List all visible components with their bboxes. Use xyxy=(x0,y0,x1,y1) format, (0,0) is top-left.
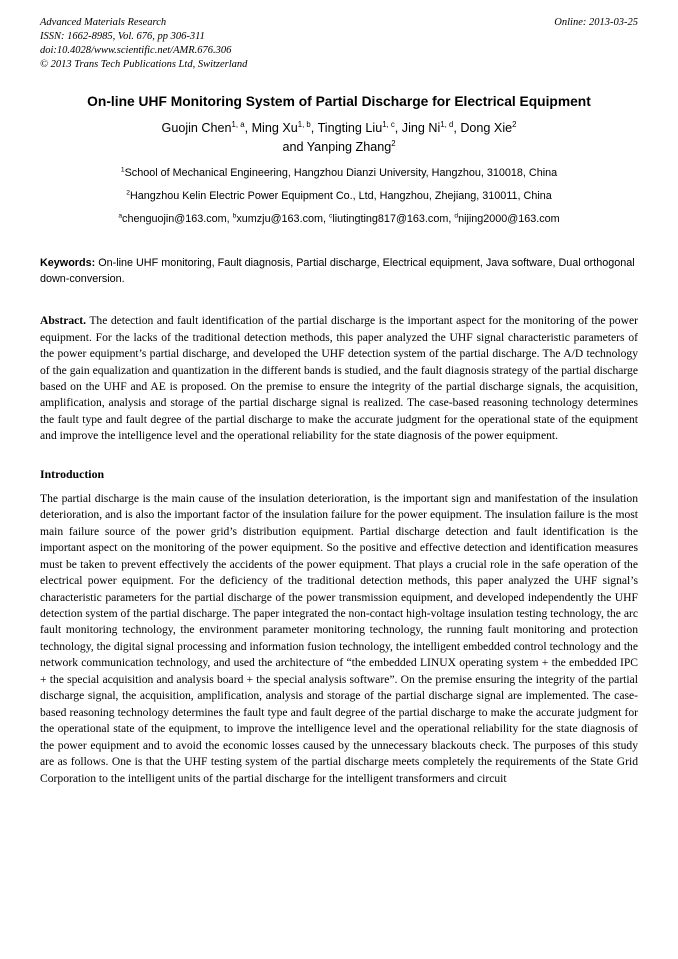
author xyxy=(252,121,318,135)
abstract-text: The detection and fault identification of the partial discharge is the important aspect for the monitoring of the power equipment. For the lacks of the traditional detection methods, this paper analyzed the UHF signal characteristic parameters of the power equipment’s partial discharge, and developed the UHF detection system of the partial discharge. The A/D technology of the gain equalization and quantization in the different bands is studied, and the fault diagnosis strategy of the partial discharge based on the UHF and AE is proposed. On the premise to ensure the integrity of the partial discharge signals, the acquisition, amplification, analysis and storage of the partial discharge signal is realized. The case-based reasoning technology determines the fault type and fault degree of the partial discharge to make the accurate judgment for the operational state of the equipment and improve the intelligence level and the operational reliability for the state diagnosis of the power equipment. xyxy=(40,314,638,443)
author-superscript: 1, d xyxy=(440,119,454,129)
abstract-section xyxy=(40,313,638,445)
email-separator: , xyxy=(226,212,233,225)
author xyxy=(318,121,402,135)
paper-title: On-line UHF Monitoring System of Partial Discharge for Electrical Equipment xyxy=(87,94,591,110)
email-address: nijing2000@163.com xyxy=(458,212,560,225)
email-item xyxy=(118,213,232,225)
introduction-paragraph: The partial discharge is the main cause of the insulation deterioration, is the important sign and manifestation of the insulation deterioration, and is also the important factor of the insulation failure for the power equipment. The insulation failure is the most main failure source of the power grid’s distribution equipment. Partial discharge detection and fault identification is the important aspect on the monitoring of the power equipment. So the positive and effective detection and identification measures must be taken to prevent effectively the accidents of the power equipment. That plays a crucial role in the safe operation of the electrical power equipment. For the deficiency of the traditional detection methods, this paper analyzed the UHF signal’s characteristic parameters for the partial discharge of the power transmission equipment, and developed independently the UHF detection system of the partial discharge. The paper integrated the non-contact high-voltage insulation testing technology, the arc fault monitoring technology, the environment parameter monitoring technology, the running fault monitoring and protection technology, the digital signal processing and information fusion technology, the intelligent embedded control technology and the network communication technology, and used the architecture of “the embedded LINUX operating system + the embedded IPC + the special acquisition and analysis board + the special analysis software”. On the premise ensuring the integrity of the partial discharge signal, the acquisition, amplification, analysis and storage of the partial discharge signal are implemented. The case-based reasoning technology determines the fault type and fault degree of the partial discharge to make the accurate judgment for the operational state of the equipment, to improve the intelligence level and the operational reliability for the state diagnosis of the power equipment and to avoid the economic losses caused by the unnecessary blackouts check. The purposes of this study are as follows. One is that the UHF testing system of the partial discharge meets completely the requirements of the State Grid Corporation to the intelligent units of the partial discharge for the intelligent transformers and circuit xyxy=(40,491,638,785)
author xyxy=(162,121,252,135)
emails-line xyxy=(40,212,638,226)
affiliation-1 xyxy=(40,166,638,180)
author-superscript: 2 xyxy=(512,119,517,129)
journal-info xyxy=(40,16,247,71)
author-superscript: 1, c xyxy=(382,119,395,129)
keywords-label: Keywords: xyxy=(40,256,96,269)
affiliation-text: School of Mechanical Engineering, Hangzhou Dianzi University, Hangzhou, 310018, China xyxy=(124,166,558,179)
keywords-section xyxy=(40,256,638,287)
email-superscript: c xyxy=(328,212,333,220)
online-date: Online: 2013-03-25 xyxy=(554,17,638,28)
author xyxy=(402,121,461,135)
author-name: Jing Ni xyxy=(401,121,441,136)
email-item xyxy=(233,213,329,225)
author-superscript: 1, a xyxy=(231,119,245,129)
email-address: chenguojin@163.com xyxy=(122,212,227,225)
paper-header xyxy=(40,16,638,71)
email-superscript: a xyxy=(118,212,123,220)
journal-issn-volume: ISSN: 1662-8985, Vol. 676, pp 306-311 xyxy=(40,30,205,42)
author-name: Tingting Liu xyxy=(317,121,383,136)
email-item xyxy=(454,213,559,225)
journal-doi: doi:10.4028/www.scientific.net/AMR.676.306 xyxy=(40,44,232,56)
introduction-heading: Introduction xyxy=(40,466,105,481)
journal-copyright: © 2013 Trans Tech Publications Ltd, Switzerland xyxy=(40,58,248,70)
journal-name: Advanced Materials Research xyxy=(40,17,167,28)
affiliation-superscript: 1 xyxy=(120,166,125,174)
email-address: xumzju@163.com xyxy=(236,212,323,225)
author-name: Guojin Chen xyxy=(161,121,232,136)
author-name: and Yanping Zhang xyxy=(282,139,392,154)
author xyxy=(460,121,516,135)
affiliation-2 xyxy=(40,189,638,203)
authors-block xyxy=(40,119,638,157)
affiliation-text: Hangzhou Kelin Electric Power Equipment Co., Ltd, Hangzhou, Zhejiang, 310011, China xyxy=(130,189,552,202)
author-name: Dong Xie xyxy=(460,121,513,136)
email-separator: , xyxy=(322,212,329,225)
keywords-text: On-line UHF monitoring, Fault diagnosis, Partial discharge, Electrical equipment, Java software, Dual orthogonal down-conversion. xyxy=(40,256,635,285)
abstract-label: Abstract. xyxy=(40,314,87,328)
author-separator: , xyxy=(394,121,402,136)
affiliation-superscript: 2 xyxy=(126,189,130,197)
email-superscript: d xyxy=(454,212,459,220)
authors-line-2 xyxy=(40,138,638,157)
author-separator: , xyxy=(453,121,461,136)
email-superscript: b xyxy=(232,212,237,220)
authors-line-1 xyxy=(40,119,638,138)
email-separator: , xyxy=(448,212,455,225)
author-name: Ming Xu xyxy=(251,121,298,136)
author-superscript: 2 xyxy=(391,138,396,148)
author-separator: , xyxy=(310,121,318,136)
author-separator: , xyxy=(244,121,252,136)
email-item xyxy=(329,213,454,225)
author-superscript: 1, b xyxy=(297,119,311,129)
author xyxy=(282,140,395,154)
email-address: liutingting817@163.com xyxy=(332,212,449,225)
